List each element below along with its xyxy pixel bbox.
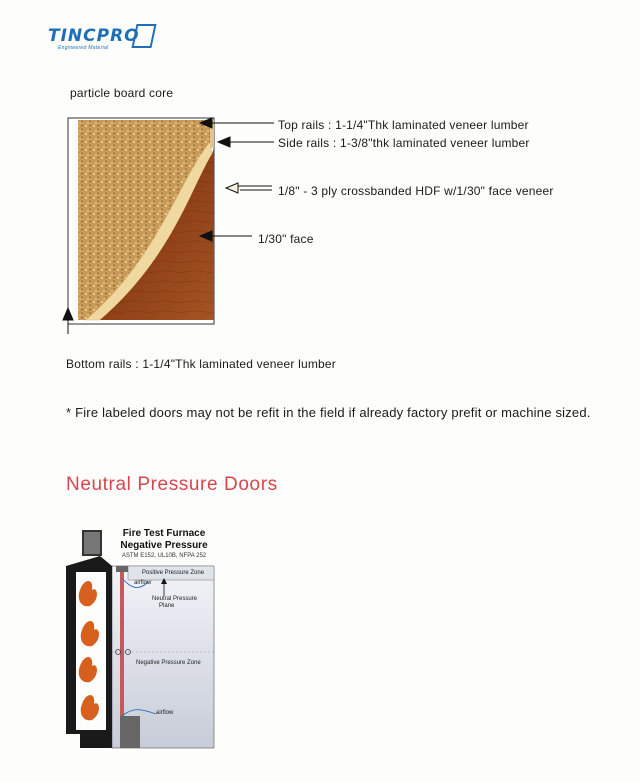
top-rails-label: Top rails : 1-1/4"Thk laminated veneer lumber: [278, 118, 529, 132]
logo-tagline: Engineered Material: [58, 45, 109, 51]
logo-mark-icon: [131, 24, 156, 48]
furnace-subtitle: Negative Pressure: [120, 540, 208, 551]
negative-pressure-zone-label: Negative Pressure Zone: [136, 660, 201, 666]
positive-pressure-zone-label: Positive Pressure Zone: [142, 570, 205, 576]
hdf-label: 1/8" - 3 ply crossbanded HDF w/1/30" face veneer: [278, 184, 554, 198]
neutral-plane-label-1: Neutral Pressure: [152, 596, 198, 602]
fire-test-furnace-diagram: [60, 520, 220, 752]
furnace-title: Fire Test Furnace: [122, 528, 206, 539]
section-heading: Neutral Pressure Doors: [66, 474, 278, 495]
furnace-standards: ASTM E152, UL10B, NFPA 252: [121, 553, 207, 559]
logo-wordmark: TINCPRO: [48, 26, 140, 46]
neutral-plane-label-2: Plane: [159, 603, 175, 609]
core-label: particle board core: [70, 86, 174, 100]
airflow-top-label: airflow: [134, 580, 152, 586]
fire-label-note: * Fire labeled doors may not be refit in the field if already factory prefit or machine sized.: [66, 405, 591, 420]
side-rails-label: Side rails : 1-3/8"thk laminated veneer lumber: [278, 136, 530, 150]
company-logo: [48, 20, 156, 54]
face-label: 1/30" face: [258, 232, 314, 246]
bottom-rails-label: Bottom rails : 1-1/4"Thk laminated veneer lumber: [66, 357, 336, 371]
airflow-bottom-label: airflow: [156, 710, 174, 716]
